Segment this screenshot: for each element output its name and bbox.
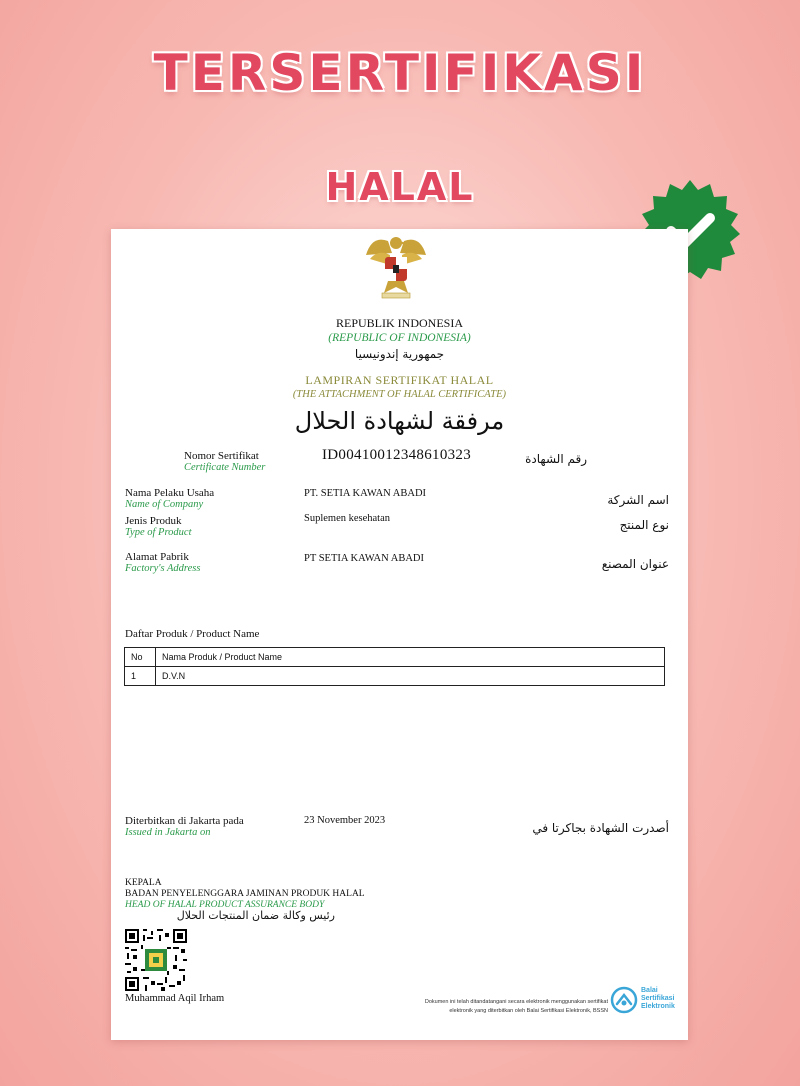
issued-date: 23 November 2023 bbox=[304, 815, 386, 826]
cert-number: ID00410012348610323 bbox=[322, 447, 472, 463]
doc-title-en: (THE ATTACHMENT OF HALAL CERTIFICATE) bbox=[292, 389, 507, 400]
cert-label-id: Nomor Sertifikat bbox=[184, 450, 259, 462]
banner-subtitle: HALAL bbox=[325, 165, 475, 209]
product-type-label-id: Jenis Produk bbox=[125, 515, 182, 527]
factory-value: PT SETIA KAWAN ABADI bbox=[304, 553, 425, 564]
signatory-name: Muhammad Aqil Irham bbox=[125, 993, 225, 1004]
garuda-emblem-icon bbox=[358, 229, 434, 305]
bsre-name bbox=[641, 987, 675, 1011]
issued-label-id: Diterbitkan di Jakarta pada bbox=[125, 815, 244, 827]
certificate-document bbox=[111, 229, 688, 1040]
row-no: 1 bbox=[125, 667, 156, 686]
e-sign-note-line1: Dokumen ini telah ditandatangani secara elektronik menggunakan sertifikat bbox=[424, 999, 608, 1005]
doc-title-ar: مرفقة لشهادة الحلال bbox=[294, 407, 505, 435]
table-header-row bbox=[125, 648, 665, 667]
cert-label-en: Certificate Number bbox=[184, 462, 266, 473]
signatory-agency-en: HEAD OF HALAL PRODUCT ASSURANCE BODY bbox=[125, 900, 325, 910]
signatory-agency-ar: رئيس وكالة ضمان المنتجات الحلال bbox=[176, 909, 335, 922]
issued-label-ar: أصدرت الشهادة بجاكرتا في bbox=[532, 821, 669, 835]
company-label-en: Name of Company bbox=[125, 499, 204, 510]
cert-label-ar: رقم الشهادة bbox=[525, 452, 587, 466]
bsre-logo-icon bbox=[610, 986, 638, 1014]
e-sign-note-line2: elektronik yang diterbitkan oleh Balai Sertifikasi Elektronik, BSSN bbox=[449, 1008, 608, 1014]
col-no-header: No bbox=[125, 648, 156, 667]
country-name-id: REPUBLIK INDONESIA bbox=[336, 316, 463, 330]
product-type-label-en: Type of Product bbox=[125, 527, 192, 538]
factory-label-en: Factory's Address bbox=[125, 563, 201, 574]
table-row bbox=[125, 667, 665, 686]
factory-label-ar: عنوان المصنع bbox=[601, 557, 669, 571]
doc-title-id: LAMPIRAN SERTIFIKAT HALAL bbox=[305, 373, 494, 387]
factory-label-id: Alamat Pabrik bbox=[125, 551, 189, 563]
bsre-line3: Elektronik bbox=[641, 1003, 675, 1010]
row-name: D.V.N bbox=[156, 667, 665, 686]
signatory-agency-id: BADAN PENYELENGGARA JAMINAN PRODUK HALAL bbox=[125, 889, 365, 899]
company-value: PT. SETIA KAWAN ABADI bbox=[304, 488, 427, 499]
bsre-line2: Sertifikasi bbox=[641, 995, 675, 1002]
country-name-ar: جمهورية إندونيسيا bbox=[354, 347, 445, 361]
bsre-line1: Balai bbox=[641, 987, 658, 994]
company-label-id: Nama Pelaku Usaha bbox=[125, 487, 215, 499]
product-list-heading: Daftar Produk / Product Name bbox=[125, 628, 260, 640]
product-type-value: Suplemen kesehatan bbox=[304, 513, 391, 524]
col-name-header: Nama Produk / Product Name bbox=[156, 648, 665, 667]
product-type-label-ar: نوع المنتج bbox=[619, 518, 669, 532]
country-name-en: (REPUBLIC OF INDONESIA) bbox=[328, 332, 471, 344]
qr-code-icon bbox=[125, 929, 187, 991]
signatory-title: KEPALA bbox=[125, 878, 162, 888]
issued-label-en: Issued in Jakarta on bbox=[125, 827, 211, 838]
product-table bbox=[124, 647, 665, 686]
company-label-ar: اسم الشركة bbox=[607, 493, 669, 507]
banner-title: TERSERTIFIKASI bbox=[153, 44, 647, 102]
